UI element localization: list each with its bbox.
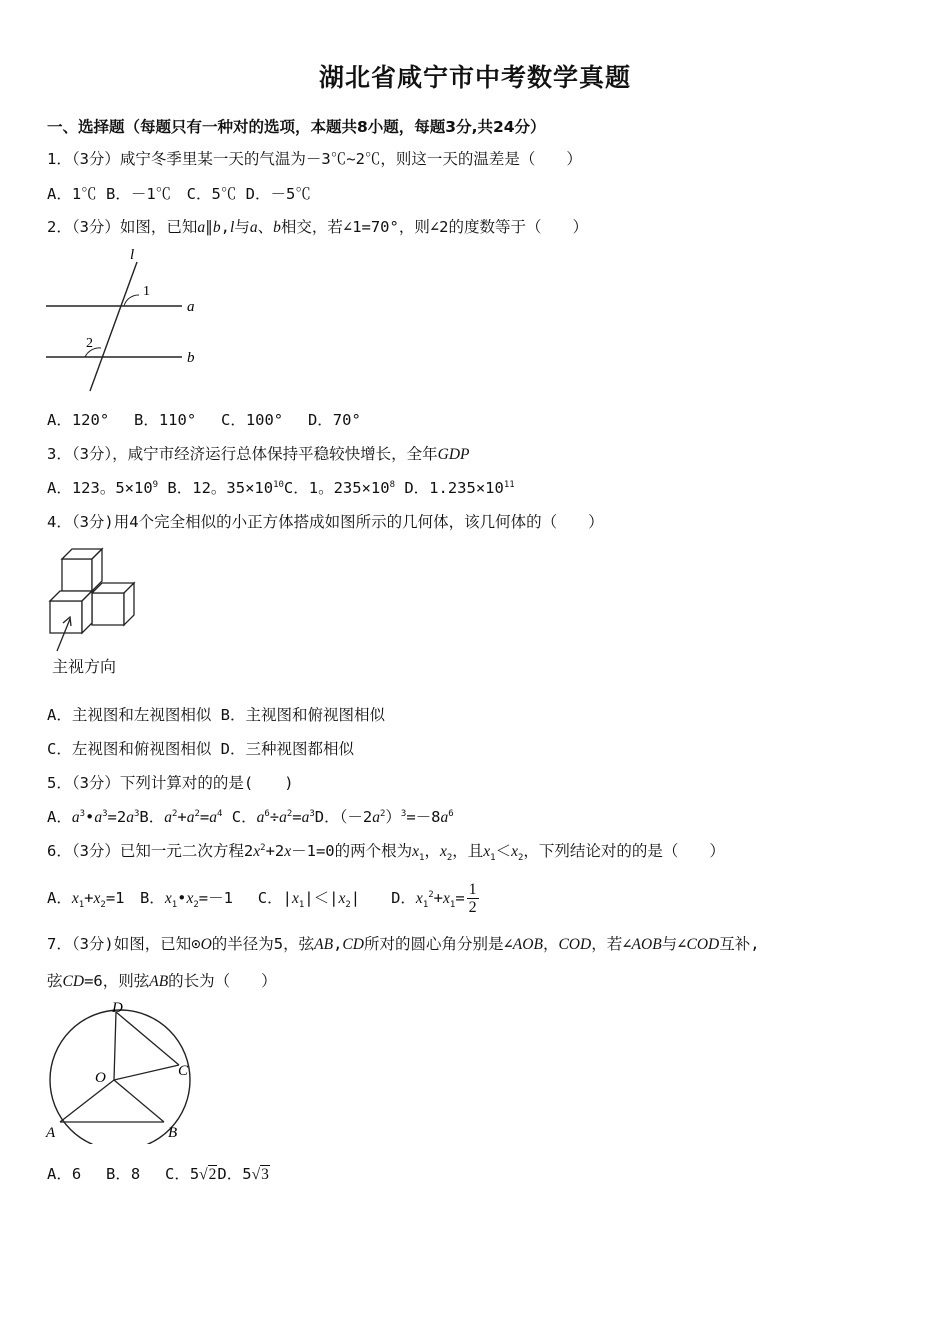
question-7-stem-line-2: 弦CD=6，则弦AB的长为（ ） xyxy=(47,972,277,990)
sqrt-2: √2 xyxy=(199,1166,217,1183)
circle-o xyxy=(50,1010,190,1144)
question-5-stem: 5．（3分）下列计算对的的是( ) xyxy=(47,774,294,792)
circle-figure xyxy=(38,998,198,1144)
line-l xyxy=(90,262,137,391)
question-2-options: A．120° B．110° C．100° D．70° xyxy=(47,411,361,429)
radius-oc xyxy=(114,1065,179,1080)
question-3-stem: 3．（3分），咸宁市经济运行总体保持平稳较快增长，全年GDP xyxy=(47,445,470,463)
question-6-options: A．$x_1+x_2=1$ B．$x_1•x_2=-1$ C．$|x_1|<|x_2|$ D．$x_1^2+x_1=$ $\frac{1}{2}$ xyxy=(47,881,477,916)
question-1-stem: 1．（3分）咸宁冬季里某一天的气温为－3℃~2℃，则这一天的温差是（ ） xyxy=(47,150,582,168)
label-b: b xyxy=(187,350,195,366)
section-heading-choice: 一、选择题（每题只有一种对的选项，本题共8小题，每题3分,共24分） xyxy=(47,118,546,136)
radius-oa xyxy=(60,1080,114,1122)
chord-cd xyxy=(116,1012,179,1065)
question-4-stem: 4．（3分)用4个完全相似的小正方体搭成如图所示的几何体，该几何体的（ ） xyxy=(47,513,604,531)
question-6-stem: 6．（3分）已知一元二次方程$2x^2+2x-1=0$的两个根为$x_1$，$x_2$，且$x_1<x_2$，下列结论对的的是（ ） xyxy=(47,842,725,864)
label-a: A xyxy=(46,1125,56,1141)
question-7-options: A．6 B．8 C．5√2D．5√3 xyxy=(47,1165,269,1183)
label-d: D xyxy=(112,1000,123,1016)
label-l: l xyxy=(130,247,135,263)
question-4-options-2: C．左视图和俯视图相似 D．三种视图都相似 xyxy=(47,740,354,758)
question-4-options-1: A．主视图和左视图相似 B．主视图和俯视图相似 xyxy=(47,706,385,724)
question-5-options: A．$a^3•a^3=2a^3B$．$a^2+a^2=a^4$ C．$a^6\div a^2=a^3D$．$(-2a^2)^3=-8a^6$ xyxy=(47,808,454,826)
question-1-options: A．1℃ B．－1℃ C．5℃ D．－5℃ xyxy=(47,185,311,203)
parallel-lines-figure xyxy=(40,245,210,395)
label-a: a xyxy=(187,299,195,315)
label-angle-2: 2 xyxy=(86,336,93,351)
label-angle-1: 1 xyxy=(143,284,150,299)
radius-od xyxy=(114,1012,116,1080)
label-o: O xyxy=(95,1070,106,1086)
label-b: B xyxy=(168,1125,178,1141)
question-3-options: A．123。$5\times 10^9$ B．12。$35\times 10^{10}C$．1。$235\times 10^8$ D．$1.235\times 10^{11}$ xyxy=(47,479,515,497)
cubes-figure-caption: 主视方向 xyxy=(52,657,117,676)
radius-ob xyxy=(114,1080,164,1122)
label-c: C xyxy=(178,1063,189,1079)
cubes-figure xyxy=(40,543,150,661)
page-title: 湖北省咸宁市中考数学真题 xyxy=(318,63,631,92)
fraction-one-half: $\frac{1}{2}$ xyxy=(468,881,477,916)
angle-1-arc xyxy=(124,295,139,306)
question-2-stem: 2．（3分）如图，已知a∥b,l与a、b相交，若∠1=70°，则∠2的度数等于（ ） xyxy=(47,218,589,236)
question-7-stem-line-1: 7．（3分)如图，已知⊙O的半径为5，弦AB,CD所对的圆心角分别是∠AOB，COD，若∠AOB与∠COD互补, xyxy=(47,935,760,953)
sqrt-3: √3 xyxy=(251,1166,269,1183)
